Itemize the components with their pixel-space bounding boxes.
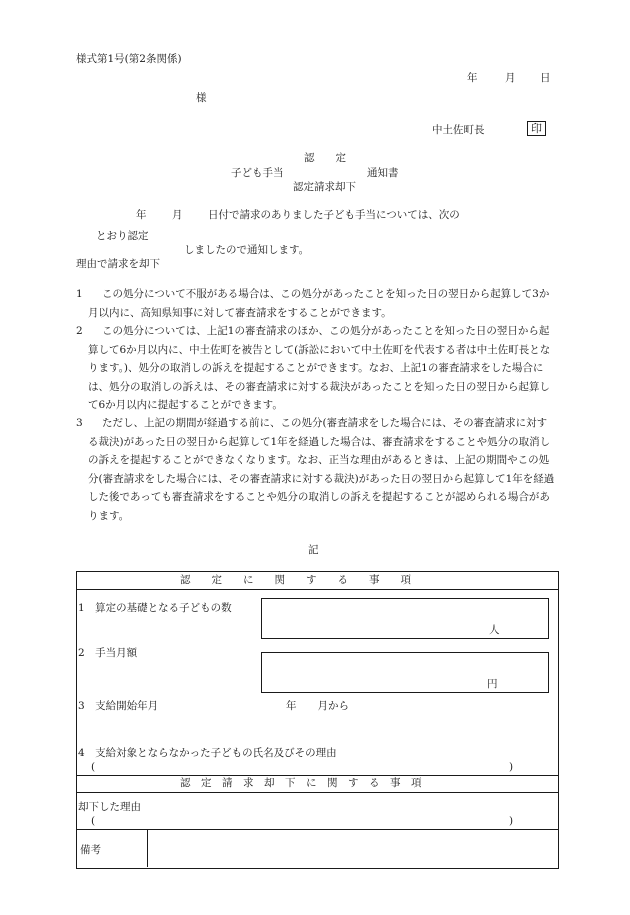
item4-paren-open: ( xyxy=(91,761,96,773)
reject-reason-label: 却下した理由 xyxy=(78,801,141,813)
body-line1: 日付で請求のありました子ども手当については、次の xyxy=(208,209,460,221)
body-month: 月 xyxy=(172,209,183,221)
divider xyxy=(76,792,558,793)
item3-value[interactable]: 年 月から xyxy=(286,700,349,712)
note-3 xyxy=(76,414,556,525)
monthly-amount-field[interactable] xyxy=(261,652,549,693)
reject-paren-close: ) xyxy=(509,815,514,827)
remarks-field[interactable] xyxy=(148,830,556,867)
seal-stamp: 印 xyxy=(527,121,546,136)
note-2 xyxy=(76,322,556,415)
date-year: 年 xyxy=(467,72,478,84)
note-1 xyxy=(76,285,556,322)
body-line2: とおり認定 xyxy=(96,230,149,242)
section2-header: 認 定 請 求 却 下 に 関 す る 事 項 xyxy=(180,777,422,789)
title-line2-left: 子ども手当 xyxy=(231,167,284,179)
note-text: この処分について不服がある場合は、この処分があったことを知った日の翌日から起算して3か月以内に、高知県知事に対して審査請求をすることができます。 xyxy=(88,288,550,319)
item3-label: 3 支給開始年月 xyxy=(78,700,159,712)
note-text: ただし、上記の期間が経過する前に、この処分(審査請求をした場合には、その審査請求に対する裁決)があった日の翌日から起算して1年を経過した場合は、審査請求をすることや処分の取消しの訴えを提起することができなくなります。なお、正当な理由があるときは、上記の期間やこの処分(審査請求をした場合には、その審査請求に対する裁決)があった日の翌日から起算して1年を経過した後であっても審査請求をすることや処分の取消しの訴えを提起することが認められる場合があります。 xyxy=(88,417,555,522)
addressee-suffix: 様 xyxy=(196,92,207,104)
reject-paren-open: ( xyxy=(91,815,96,827)
title-line2-right: 通知書 xyxy=(367,167,399,179)
divider xyxy=(76,775,558,776)
item1-label: 1 算定の基礎となる子どもの数 xyxy=(78,602,232,614)
body-line4: 理由で請求を却下 xyxy=(76,258,160,270)
note-number: 3 xyxy=(76,417,83,429)
item2-unit: 円 xyxy=(487,678,498,690)
seal-mark xyxy=(527,121,546,136)
divider xyxy=(76,589,558,590)
note-number: 2 xyxy=(76,325,83,337)
issuer-name: 中土佐町長 xyxy=(432,124,485,136)
title-line1: 認 定 xyxy=(304,152,346,164)
note-number: 1 xyxy=(76,288,83,300)
form-number: 様式第1号(第2条関係) xyxy=(76,53,182,65)
item4-paren-close: ) xyxy=(509,761,514,773)
item2-label: 2 手当月額 xyxy=(78,647,138,659)
section1-header: 認 定 に 関 す る 事 項 xyxy=(180,574,411,586)
ki-heading: 記 xyxy=(308,544,319,556)
item4-label: 4 支給対象とならなかった子どもの氏名及びその理由 xyxy=(78,747,337,759)
remarks-label: 備考 xyxy=(80,844,101,856)
note-text: この処分については、上記1の審査請求のほか、この処分があったことを知った日の翌日から起算して6か月以内に、中土佐町を被告として(訴訟において中土佐町を代表する者は中土佐町長となります。)、処分の取消しの訴えを提起することができます。なお、上記1の審査請求をした場合には、処分の取消しの訴えは、その審査請求に対する裁決があったことを知った日の翌日から起算して6か月以内に提起することができます。 xyxy=(88,325,551,411)
body-year: 年 xyxy=(136,209,147,221)
date-day: 日 xyxy=(540,72,551,84)
item1-unit: 人 xyxy=(489,624,500,636)
title-line3: 認定請求却下 xyxy=(293,181,356,193)
date-month: 月 xyxy=(505,72,516,84)
child-count-field[interactable] xyxy=(261,598,549,639)
body-line3: しましたので通知します。 xyxy=(184,244,310,256)
